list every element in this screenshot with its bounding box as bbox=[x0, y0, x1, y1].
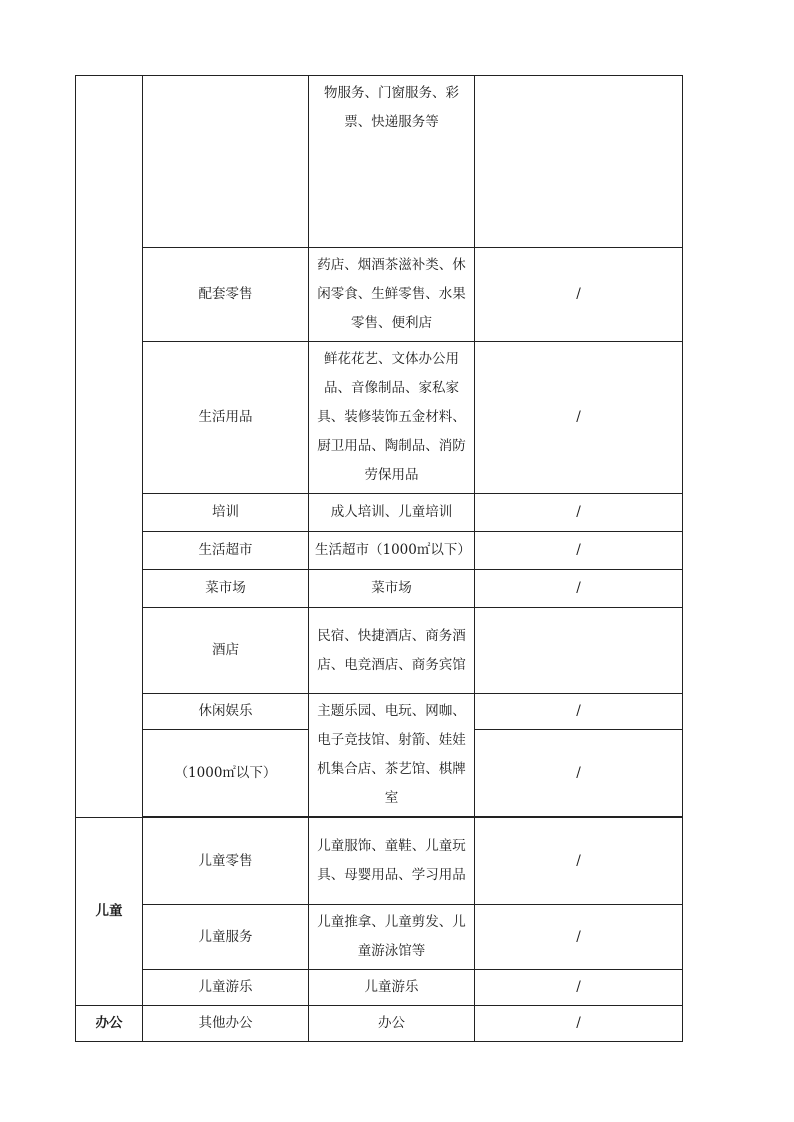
table-row bbox=[76, 248, 683, 342]
table-row bbox=[76, 1006, 683, 1042]
table-row bbox=[76, 342, 683, 494]
description-cell bbox=[309, 1006, 475, 1042]
description-text: 儿童游乐 bbox=[364, 979, 419, 995]
table-row bbox=[76, 970, 683, 1006]
category-label: 儿童 bbox=[95, 903, 123, 919]
description-cell bbox=[309, 970, 475, 1006]
value-text: / bbox=[576, 580, 581, 596]
description-text: 生活超市（1000㎡以下） bbox=[315, 542, 471, 558]
subcategory-cell bbox=[143, 1006, 309, 1042]
subcategory-label: 菜市场 bbox=[205, 580, 246, 596]
value-cell bbox=[475, 608, 683, 694]
subcategory-cell bbox=[143, 730, 309, 817]
subcategory-label: 儿童服务 bbox=[198, 928, 253, 945]
value-text: / bbox=[576, 979, 581, 995]
subcategory-label: 配套零售 bbox=[198, 286, 253, 302]
value-text: / bbox=[576, 409, 581, 425]
subcategory-cell bbox=[143, 248, 309, 342]
value-text: / bbox=[576, 852, 581, 869]
subcategory-label: 儿童游乐 bbox=[198, 979, 253, 995]
value-cell bbox=[475, 730, 683, 817]
description-cell bbox=[309, 608, 475, 694]
description-cell bbox=[309, 694, 475, 817]
category-cell bbox=[76, 818, 143, 1006]
value-text: / bbox=[576, 286, 581, 302]
subcategory-cell bbox=[143, 494, 309, 532]
description-cell bbox=[309, 342, 475, 494]
value-cell bbox=[475, 905, 683, 970]
value-cell bbox=[475, 1006, 683, 1042]
value-cell bbox=[475, 818, 683, 905]
subcategory-label: 酒店 bbox=[212, 642, 239, 658]
subcategory-label: 其他办公 bbox=[198, 1015, 253, 1031]
table-row bbox=[76, 905, 683, 970]
description-text: 物服务、门窗服务、彩票、快递服务等 bbox=[324, 85, 459, 130]
table-row bbox=[76, 694, 683, 730]
table-row bbox=[76, 532, 683, 570]
description-text: 儿童服饰、童鞋、儿童玩具、母婴用品、学习用品 bbox=[317, 838, 466, 883]
value-cell bbox=[475, 494, 683, 532]
subcategory-cell bbox=[143, 76, 309, 248]
description-cell bbox=[309, 532, 475, 570]
subcategory-cell bbox=[143, 342, 309, 494]
value-text: / bbox=[576, 703, 581, 720]
description-text: 办公 bbox=[378, 1015, 405, 1031]
category-cell bbox=[76, 1006, 143, 1042]
subcategory-cell bbox=[143, 532, 309, 570]
subcategory-cell bbox=[143, 818, 309, 905]
subcategory-cell bbox=[143, 608, 309, 694]
subcategory-label: 生活超市 bbox=[198, 542, 253, 558]
value-cell bbox=[475, 570, 683, 608]
table-row bbox=[76, 494, 683, 532]
category-label: 办公 bbox=[95, 1015, 123, 1031]
description-cell bbox=[309, 494, 475, 532]
business-category-table bbox=[75, 75, 683, 1042]
table-row bbox=[76, 608, 683, 694]
table-row bbox=[76, 818, 683, 905]
value-cell bbox=[475, 532, 683, 570]
description-cell bbox=[309, 248, 475, 342]
description-cell bbox=[309, 818, 475, 905]
subcategory-label: （1000㎡以下） bbox=[174, 764, 277, 781]
table-row bbox=[76, 570, 683, 608]
description-cell bbox=[309, 905, 475, 970]
description-text: 菜市场 bbox=[371, 580, 412, 596]
description-text: 儿童推拿、儿童剪发、儿童游泳馆等 bbox=[317, 914, 466, 959]
value-text: / bbox=[576, 764, 581, 781]
subcategory-label: 儿童零售 bbox=[198, 852, 253, 869]
subcategory-cell bbox=[143, 905, 309, 970]
description-text: 药店、烟酒茶滋补类、休闲零食、生鲜零售、水果零售、便利店 bbox=[317, 257, 466, 331]
subcategory-cell bbox=[143, 694, 309, 730]
value-cell bbox=[475, 694, 683, 730]
description-text: 成人培训、儿童培训 bbox=[330, 504, 453, 520]
subcategory-label: 培训 bbox=[212, 504, 239, 520]
category-cell bbox=[76, 76, 143, 818]
value-cell bbox=[475, 76, 683, 248]
description-cell bbox=[309, 76, 475, 248]
value-cell bbox=[475, 248, 683, 342]
value-cell bbox=[475, 970, 683, 1006]
description-cell bbox=[309, 570, 475, 608]
value-cell bbox=[475, 342, 683, 494]
value-text: / bbox=[576, 1015, 581, 1031]
subcategory-label: 休闲娱乐 bbox=[198, 703, 253, 720]
value-text: / bbox=[576, 504, 581, 520]
table-row bbox=[76, 76, 683, 248]
subcategory-cell bbox=[143, 570, 309, 608]
subcategory-label: 生活用品 bbox=[198, 409, 253, 425]
value-text: / bbox=[576, 928, 581, 945]
description-text: 民宿、快捷酒店、商务酒店、电竞酒店、商务宾馆 bbox=[317, 627, 466, 673]
description-text: 鲜花花艺、文体办公用品、音像制品、家私家具、装修装饰五金材料、厨卫用品、陶制品、消防劳保用品 bbox=[317, 351, 466, 483]
value-text: / bbox=[576, 542, 581, 558]
description-text: 主题乐园、电玩、网咖、电子竞技馆、射箭、娃娃机集合店、茶艺馆、棋牌室 bbox=[317, 703, 466, 806]
subcategory-cell bbox=[143, 970, 309, 1006]
